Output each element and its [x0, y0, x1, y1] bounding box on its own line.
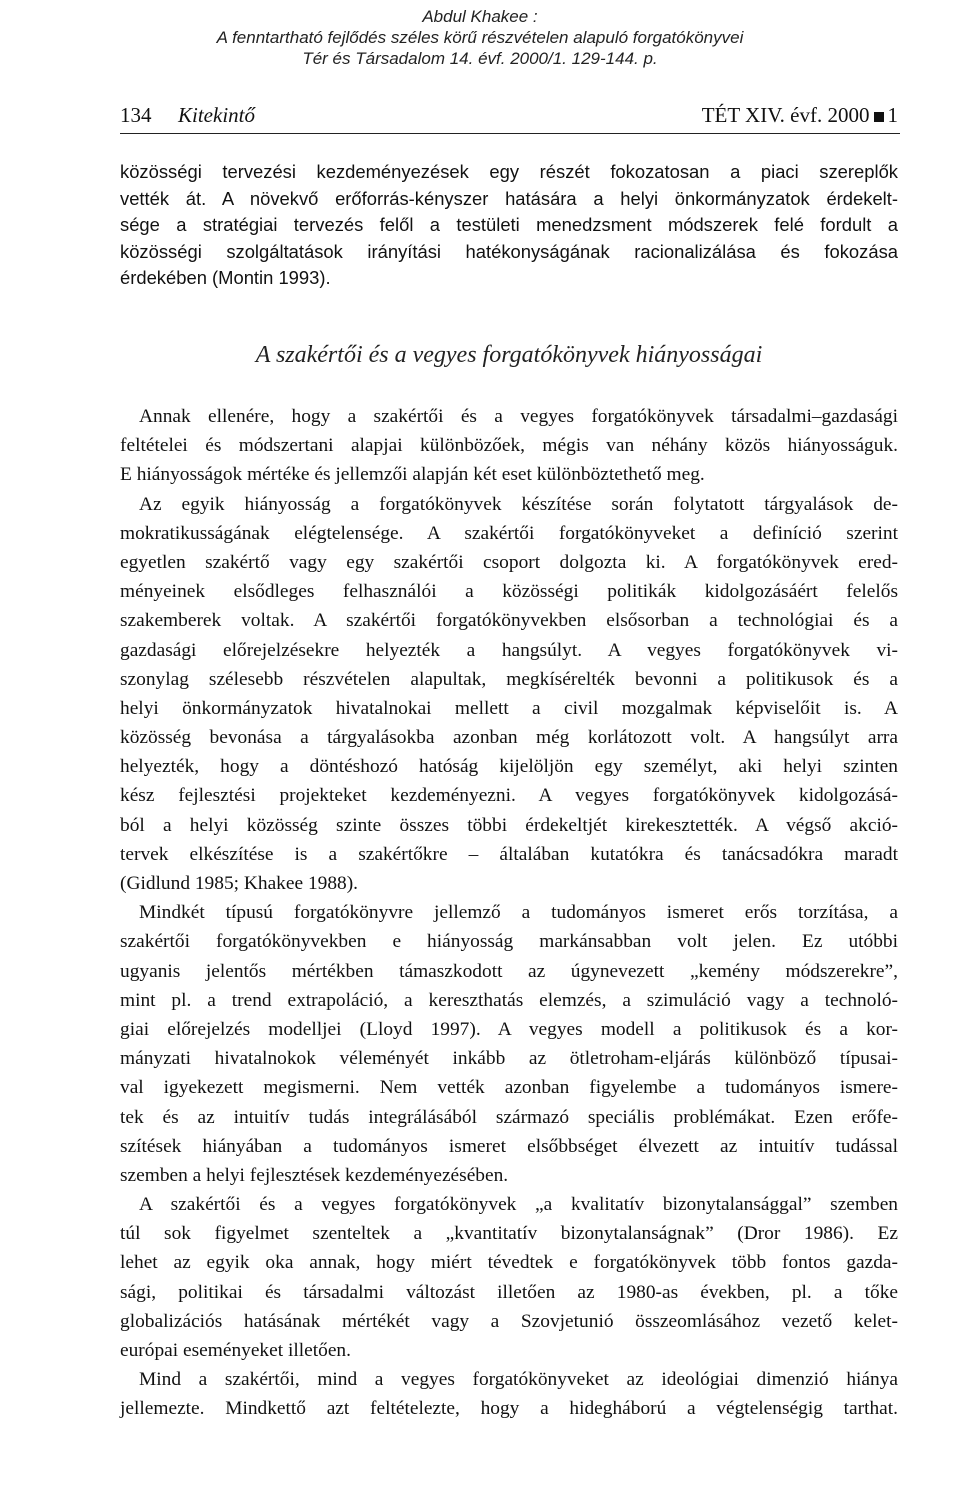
- text-line: mokratikusságának elégtelensége. A szakértői forgatókönyveket a definíció szerint: [120, 522, 898, 544]
- square-bullet-icon: [874, 112, 884, 122]
- text-line: szemben a helyi fejlesztések kezdeményezésében.: [120, 1164, 509, 1186]
- journal-name: TÉT XIV. évf. 2000: [701, 103, 870, 127]
- text-line: szítések hiányában a tudományos ismeret elsőbbséget élvezett az intuitív tudással: [120, 1135, 898, 1157]
- banner-author: Abdul Khakee :: [422, 7, 538, 26]
- text-line: szakemberek voltak. A szakértői forgatókönyvekben elsősorban a technológiai és a: [120, 610, 898, 632]
- text-line: giai előrejelzés modelljei (Lloyd 1997). A vegyes modell a politikusok és a kor-: [120, 1018, 898, 1040]
- section-name: Kitekintő: [178, 103, 255, 127]
- text-line: mint pl. a trend extrapoláció, a kereszthatás elemzés, a szimuláció vagy a technoló-: [120, 989, 898, 1011]
- text-line: (Gidlund 1985; Khakee 1988).: [120, 873, 359, 894]
- header-rule: [120, 133, 900, 134]
- text-line: közösségi szolgáltatások irányítási hatékonyságának racionalizálása és fokozása: [120, 240, 898, 262]
- text-line: Mindkét típusú forgatókönyvre jellemző a tudományos ismeret erős torzítása, a: [139, 902, 898, 924]
- text-line: ményeinek elsődleges felhasználói a közösségi politikák kidolgozásáért felelős: [120, 581, 898, 603]
- text-line: ból a helyi közösség szinte összes többi érdekeltjét kirekesztették. A végső akció-: [120, 814, 898, 836]
- text-line: val igyekezett megismerni. Nem vették azonban figyelembe a tudományos ismere-: [120, 1077, 898, 1099]
- text-line: globalizációs hatásának mértékét vagy a Szovjetunió összeomlásához vezető kelet-: [120, 1310, 898, 1332]
- text-line: szakértői forgatókönyvekben e hiányosság markánsabban volt jelen. Ez utóbbi: [120, 931, 898, 953]
- text-line: tervek elkészítése is a szakértőkre – általában kutatókra és tanácsadókra maradt: [120, 843, 898, 865]
- text-line: sági, politikai és társadalmi változást illetően az 1980-as években, pl. a tőke: [120, 1281, 898, 1303]
- document-source-banner: [0, 6, 960, 69]
- text-line: érdekében (Montin 1993).: [120, 267, 331, 289]
- running-head: [120, 103, 898, 133]
- banner-source: Tér és Társadalom 14. évf. 2000/1. 129-144. p.: [302, 49, 658, 68]
- text-line: tek és az intuitív tudás integrálásából származó speciális problémákat. Ezen erőfe-: [120, 1106, 898, 1128]
- text-line: Mind a szakértői, mind a vegyes forgatókönyveket az ideológiai dimenzió hiánya: [139, 1369, 898, 1391]
- text-line: sége a stratégiai tervezés felől a testületi menedzsment módszerek felé fordult a: [120, 214, 898, 236]
- text-line: Annak ellenére, hogy a szakértői és a vegyes forgatókönyvek társadalmi–gazdasági: [139, 406, 898, 427]
- text-line: kész fejlesztési projekteket kezdeményezni. A vegyes forgatókönyvek kidolgozásá-: [120, 785, 898, 807]
- text-line: európai eseményeket illetően.: [120, 1340, 351, 1361]
- text-line: közösség bevonása a tárgyalásokba azonban még korlátozott volt. A hangsúlyt arra: [120, 727, 898, 749]
- text-line: A szakértői és a vegyes forgatókönyvek „a kvalitatív bizonytalansággal” szemben: [139, 1194, 898, 1216]
- text-line: feltételei és módszertani alapjai különbözőek, mégis van néhány közös hiányosságuk.: [120, 435, 898, 457]
- text-line: lehet az egyik oka annak, hogy miért tévedtek e forgatókönyvek több fontos gazda-: [120, 1252, 898, 1274]
- text-line: E hiányosságok mértéke és jellemzői alapján két eset különböztethető meg.: [120, 464, 705, 486]
- text-line: gazdasági előrejelzésekre helyezték a hangsúlyt. A vegyes forgatókönyvek vi-: [120, 639, 898, 661]
- intro-paragraph: [120, 159, 898, 292]
- issue-number: 1: [887, 103, 898, 127]
- text-line: egyetlen szakértő vagy egy szakértői csoport dolgozta ki. A forgatókönyvek ered-: [120, 551, 898, 573]
- text-line: közösségi tervezési kezdeményezések egy részét fokozatosan a piaci szereplők: [120, 161, 898, 182]
- section-heading: A szakértői és a vegyes forgatókönyvek hiányosságai: [255, 342, 763, 368]
- journal-info: [702, 103, 898, 128]
- text-line: helyezték, hogy a döntéshozó hatóság kijelöljön egy személyt, aki helyi szinten: [120, 756, 898, 778]
- text-line: helyi önkormányzatok hivatalnokai mellett a civil mozgalmak képviselőit is. A: [120, 697, 898, 719]
- text-line: vették át. A növekvő erőforrás-kényszer hatására a helyi önkormányzatok érdekelt-: [120, 187, 898, 209]
- text-line: Az egyik hiányosság a forgatókönyvek készítése során folytatott tárgyalások de-: [139, 493, 898, 515]
- text-line: mányzati hivatalnokok véleményét inkább az ötletroham-eljárás különböző típusai-: [120, 1048, 898, 1070]
- page-number: 134: [120, 103, 152, 127]
- text-line: szonylag szélesebb részvételen alapultak, megkísérelték bevonni a politikusok és a: [120, 668, 898, 690]
- text-line: ugyanis jelentős mértékben támaszkodott az úgynevezett „kemény módszerekre”,: [120, 960, 898, 982]
- text-line: jellemezte. Mindkettő azt feltételezte, hogy a hidegháború a végtelenségig tarthat.: [120, 1398, 898, 1420]
- text-line: túl sok figyelmet szenteltek a „kvantitatív bizonytalanságnak” (Dror 1986). Ez: [120, 1223, 898, 1245]
- banner-title: A fenntartható fejlődés széles körű részvételen alapuló forgatókönyvei: [216, 28, 744, 47]
- body-text: [120, 402, 898, 1424]
